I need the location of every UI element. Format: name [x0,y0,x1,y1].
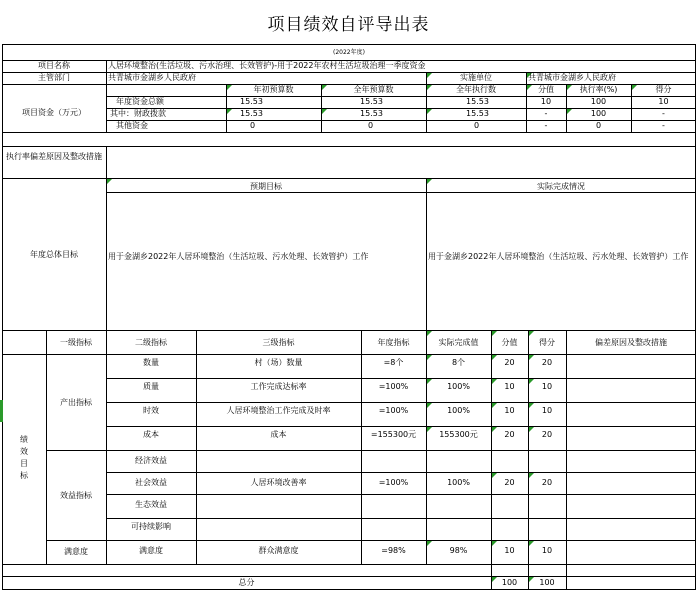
dept-label: 主管部门 [38,73,70,82]
funds-row-name: 年度资金总额 [116,97,164,106]
total-score: 100 [539,578,555,587]
indicator-cell-score_v: 10 [504,382,515,391]
funds-cell: 10 [658,97,669,106]
indicator-cell-score: 20 [541,430,553,439]
indicator-cell-l2: 生态效益 [135,500,167,509]
funds-header: 全年执行数 [456,85,496,94]
indicator-cell-target: =155300元 [370,430,417,439]
funds-cell: 15.53 [360,109,383,118]
indicator-cell-score: 10 [541,406,553,415]
indicator-cell-score_v: 20 [504,478,515,487]
funds-cell: - [662,109,665,118]
funds-cell: 0 [368,121,374,130]
indicator-cell-l3: 人居环境改善率 [250,478,307,487]
funds-cell: 0 [474,121,480,130]
indicator-cell-score: 10 [541,382,553,391]
indicator-cell-target: =100% [378,478,409,487]
total-value: 100 [501,578,518,587]
funds-header: 得分 [655,85,672,94]
funds-cell: - [544,109,548,118]
indicator-cell-l3: 工作完成达标率 [250,382,307,391]
indicator-cell-actual: 8个 [451,358,466,367]
total-label: 总分 [238,578,255,587]
indicator-header: 得分 [539,338,555,347]
indicator-cell-l3: 群众满意度 [258,546,299,555]
funds-header: 执行率(%) [579,85,618,94]
indicator-header: 二级指标 [135,338,167,347]
indicator-header: 年度指标 [377,338,410,347]
year-note: (2022年度) [333,49,365,56]
project-name: 人居环境整治(生活垃圾、污水治理、长效管护)-用于2022年农村生活垃圾治理一季度资金 [108,61,426,70]
page-title: 项目绩效自评导出表 [267,15,430,35]
funds-cell: 10 [540,97,552,106]
deviation-label: 执行率偏差原因及整改措施 [6,152,102,161]
indicator-cell-actual: 100% [447,478,470,487]
funds-cell: 0 [595,121,602,130]
indicator-cell-score: 10 [541,546,553,555]
indicator-header: 三级指标 [262,338,295,347]
indicator-cell-actual: 100% [447,406,470,415]
indicator-cell-l3: 村（场）数量 [254,358,303,367]
funds-header: 年初预算数 [253,85,294,94]
indicator-header: 分值 [501,338,518,347]
indicator-cell-actual: 98% [449,546,468,555]
indicator-cell-score_v: 10 [504,406,515,415]
goal-label: 年度总体目标 [30,250,78,259]
indicator-cell-target: =100% [378,382,409,391]
group-output: 产出指标 [60,398,92,407]
actual-header: 实际完成情况 [537,182,585,191]
group-satisfaction: 满意度 [64,547,88,556]
funds-cell: 0 [250,121,256,130]
funds-cell: 15.53 [240,109,263,118]
funds-row-name: 其中：财政拨款 [110,109,166,118]
indicator-cell-l3: 人居环境整治工作完成及时率 [226,406,331,415]
funds-cell: 15.53 [240,97,263,106]
actual-goal: 用于金湖乡2022年人居环境整治（生活垃圾、污水处理、长效管护）工作 [428,252,689,261]
funds-cell: - [544,121,548,130]
funds-cell: 100 [590,109,607,118]
indicator-cell-score: 20 [541,478,553,487]
indicator-cell-l2: 经济效益 [135,456,167,465]
group-benefit: 效益指标 [60,491,92,500]
indicator-header: 实际完成值 [438,338,479,347]
funds-header: 分值 [538,85,554,94]
indicator-cell-l3: 成本 [270,430,287,439]
project-name-label: 项目名称 [38,61,70,70]
dept-value: 共青城市金湖乡人民政府 [108,73,196,82]
indicator-cell-l2: 时效 [143,406,159,415]
indicator-cell-l2: 社会效益 [135,478,167,487]
indicator-cell-l2: 数量 [143,358,159,367]
expected-goal: 用于金湖乡2022年人居环境整治（生活垃圾、污水处理、长效管护）工作 [108,252,369,261]
funds-cell: 15.53 [360,97,383,106]
indicator-cell-target: =98% [381,546,406,555]
funds-cell: - [662,121,665,130]
impl-value: 共青城市金湖乡人民政府 [528,73,616,82]
row-marker [0,400,3,422]
expected-header: 预期目标 [250,182,282,191]
indicator-cell-target: =8个 [383,358,404,367]
indicator-cell-l2: 可持续影响 [131,522,171,531]
funds-cell: 15.53 [466,97,489,106]
indicator-cell-score_v: 20 [504,430,515,439]
indicator-cell-score_v: 20 [504,358,515,367]
funds-cell: 100 [590,97,607,106]
perf-label: 绩效目标 [20,435,28,480]
funds-header: 全年预算数 [353,85,394,94]
indicator-cell-l2: 满意度 [139,546,163,555]
indicator-cell-actual: 155300元 [439,430,478,439]
indicator-header: 偏差原因及整改措施 [595,338,667,347]
funds-cell: 15.53 [466,109,489,118]
indicator-cell-actual: 100% [447,382,470,391]
funds-row-name: 其他资金 [116,121,148,130]
indicator-cell-l2: 质量 [143,382,159,391]
indicator-cell-target: =100% [378,406,409,415]
indicator-header: 一级指标 [60,338,92,347]
indicator-cell-score_v: 10 [504,546,515,555]
funds-label: 项目资金（万元） [22,108,86,117]
indicator-cell-score: 20 [541,358,553,367]
impl-label: 实施单位 [460,73,492,82]
indicator-cell-l2: 成本 [143,430,159,439]
